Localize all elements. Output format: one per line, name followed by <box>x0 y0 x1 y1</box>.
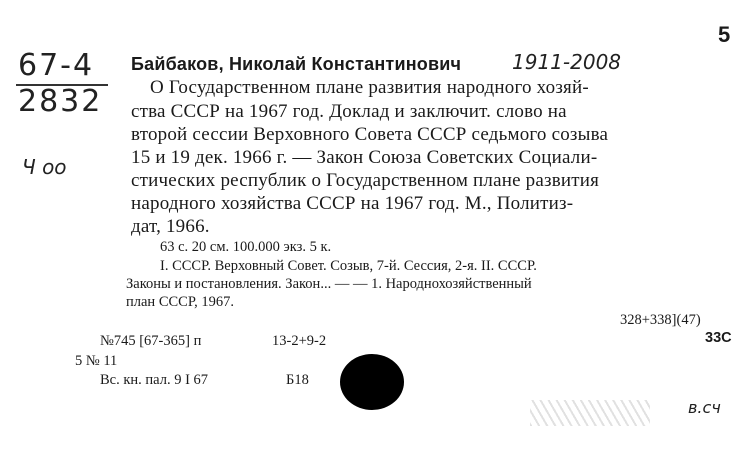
tracing-line: Законы и постановления. Закон... — — 1. Народнохозяйственный <box>126 276 532 292</box>
punch-hole <box>340 354 404 410</box>
chronicle-line: Вс. кн. пал. 9 I 67 <box>100 372 209 388</box>
classification: 328+338](47) <box>620 312 701 328</box>
record-code: 13-2+9-2 <box>272 333 327 349</box>
shelf-mark-top: 67-4 <box>18 48 95 83</box>
class-code: 33С <box>705 330 732 346</box>
physical-description: 63 с. 20 см. 100.000 экз. 5 к. <box>160 239 332 255</box>
title-line: О Государственном плане развития народного хозяй- <box>150 77 589 98</box>
author-heading: Байбаков, Николай Константинович <box>131 54 462 74</box>
author-dates: 1911-2008 <box>512 50 622 74</box>
handwritten-note: в.сч <box>688 398 721 417</box>
title-line: стических республик о Государственном плане развития <box>131 170 600 191</box>
title-line: 15 и 19 дек. 1966 г. — Закон Союза Советских Социали- <box>131 147 598 168</box>
title-line: ства СССР на 1967 год. Доклад и заключит. слово на <box>131 101 567 122</box>
copy-line: 5 № 11 <box>75 353 118 369</box>
tracing-line: план СССР, 1967. <box>126 294 234 310</box>
shelf-mark-side: Ч оо <box>22 155 67 179</box>
shelf-mark-bottom: 2832 <box>18 84 103 119</box>
record-number: №745 [67-365] п <box>100 333 202 349</box>
printer-mark: Б18 <box>286 372 309 388</box>
card-number: 5 <box>718 22 731 47</box>
title-line: второй сессии Верховного Совета СССР седьмого созыва <box>131 124 609 145</box>
faint-stamp <box>530 400 650 426</box>
title-line: народного хозяйства СССР на 1967 год. М., Политиз- <box>131 193 574 214</box>
title-line: дат, 1966. <box>131 216 210 237</box>
tracing-line: I. СССР. Верховный Совет. Созыв, 7-й. Сессия, 2-я. II. СССР. <box>160 258 537 274</box>
